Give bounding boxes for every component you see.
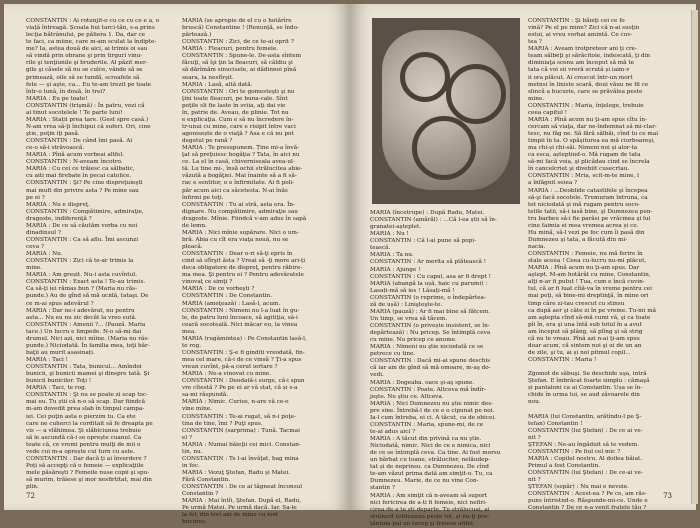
text-line: nici fericirea de a-ti fi femeie, nici nefiri- (370, 499, 487, 506)
text-line: MARIA : Fleacuri, pentru femeie. (182, 46, 278, 53)
text-line: pe ei ? (26, 194, 45, 201)
text-line: jeşte. Nu ştiu ce. Altceva. (370, 393, 444, 400)
right-column-2 (528, 18, 678, 512)
text-line: bruscă) Constantine ! (Renunţă, se îndo- (182, 25, 299, 32)
stone-carving-photo (372, 18, 520, 204)
text-line: de lemn. (182, 222, 207, 229)
text-line: dragoste, indiferenţă ? (26, 215, 92, 222)
text-line: MARIA : Lasă, altă dată. (182, 81, 253, 88)
text-line: te-ai adus aici ? (370, 428, 416, 435)
text-line: păr acum aici ca sâcetesta. N-ai înăs (182, 187, 288, 194)
text-line: tea ? (528, 39, 542, 46)
text-line: team sălbeţi şi sărăcitoie, indescată, ţi din (528, 53, 651, 60)
text-line: tr-unui cu mine, care e risipit între vaci (182, 123, 296, 130)
text-line: MARIA : Copilul nostru. Al doilea băiat. (528, 455, 643, 462)
text-line: Un timp, se vrea să tăcem. (370, 315, 448, 322)
text-line: CONSTANTIN : Ar merita să plătească ! (370, 259, 487, 266)
text-line: ţăntuia pai un tocep şi treiese altfel. (370, 520, 475, 527)
text-line: MARIA : Numai băieţii cei mici. Constan- (182, 441, 301, 448)
text-line: CONSTANTIN : Dar dacă ţi ai înverdere ? (26, 455, 147, 462)
page-edges (691, 10, 698, 504)
text-line: Ia-l cum întreba, ei ci. A tăcut, ca de obicei. (370, 414, 496, 421)
text-line: vine mine. (182, 406, 212, 413)
text-line: Fără Constantin. (182, 477, 231, 484)
text-line: într-o lună, în două, în trei? (26, 88, 106, 95)
text-line: să-şi facă socotele. Tremuram întruna, ca (528, 194, 648, 201)
text-line: in foc. (182, 462, 200, 469)
text-line: CONSTANTIN : Amenii ?... (Pauză. Maria (26, 321, 146, 328)
text-line: ii ora plăcut. Ai crescut într-un mort (528, 74, 633, 81)
spiral-motif (400, 52, 450, 102)
text-line: Ca să-ţi iei rămas bun ? (Maria nu răs- (26, 286, 138, 293)
text-line: ca după aer şi câte zi în pe vreme. Tu-mi mă (528, 307, 656, 314)
text-line: tru barbeu să-i fie parăsi pe vrăcmea şi lui (528, 215, 651, 222)
text-line: CONSTANTIN : Şi? Pe cine dispreţuieşti (26, 180, 143, 187)
text-line: care ne cuherci la corditait să fe dreapta pe (26, 420, 153, 427)
text-line: MARIA : Pînă acum vorbeai altfel. (26, 152, 125, 159)
text-line: vedi. (370, 372, 384, 379)
text-line: Zgomot de săbuşi. Se deschide uşa, intră (528, 371, 647, 378)
text-line: degetul pe rană ? (182, 138, 233, 145)
text-line: CONSTANTIN : Cu capul, asa ar fi drept ! (370, 273, 491, 280)
text-line: tesc, nu făg ne. Să fără sălbăi, cînd tu ce mai (528, 131, 659, 137)
text-line: Dumnezeu şi tata, a făcută din mi- (528, 236, 628, 243)
text-line: CONSTANTIN (amărăl) : ...Că l-ea ştii să în- (370, 217, 497, 224)
text-line: nit ? (528, 477, 541, 484)
text-line: poţile sli fie laste în sviia, aţi dai vie (182, 102, 286, 109)
text-line: cu aiti mai firebate în pecai catolice. (26, 173, 132, 180)
text-line: CONSTANTIN : Dear o-ri să-ţi epris în (182, 251, 293, 258)
text-line: primează, oile să se tundă, scroafele să (26, 74, 140, 81)
text-line: MARIA : Nici Dumnezeu nu ştie nimic des- (370, 400, 494, 407)
text-line: CONSTANTIN (lui Ştefan) : De ce-ai ve- (528, 470, 643, 476)
text-line: stale aceea ! Ceea cu-lucru nu-mi plăcut, (528, 258, 647, 265)
text-line: dinadinsul ? (26, 229, 61, 236)
text-line: CONSTANTIN : Te-ai rugat, să n-i poţe- (182, 413, 296, 420)
text-line: văzută a bogăţiei. Mai înainte să a fi să- (182, 173, 297, 180)
right-page (350, 4, 696, 527)
text-line: punde.) Au de gînd să mă ucidă, tataşi. De (26, 293, 149, 300)
text-line: Hu mină, să-l vezi pe foc cum îi pasă din (528, 229, 645, 236)
right-column-1 (370, 210, 520, 528)
text-line: cind să sfîrşit ăsta ? Vreai să -ţi more ari-ţi (182, 258, 306, 265)
text-line: că iar am de gînd să mă omoare, m-aş do- (370, 365, 491, 372)
text-line: aştept. M-am hotărât cu mine, Constantin, (528, 272, 651, 279)
text-line: stantin ? (370, 485, 395, 492)
text-line: doar acum, că sintem noi şi ui de un an (528, 342, 642, 349)
text-line: chide în urma lui, se aud zăvoarele din (528, 392, 640, 399)
text-line: drumul. Nici azi, nici mîine. (Maria nu răs- (26, 335, 150, 342)
text-line: mea cel mare, că-i de ce vinsă ? Ţi-a spus (182, 357, 302, 363)
text-line: pleacă. (182, 244, 203, 250)
text-line: CONSTANTIN : Zici că te-ar trimis la (26, 258, 134, 265)
text-line: MARIA : Pînă acum nu ţi-am spus cîtu în- (528, 116, 647, 123)
text-line: CONSTANTIN : Ş-e fi ginditi vreodată, fin- (182, 349, 305, 356)
text-line: tă. Lu tine mi-, însă ochii strălucitea abie- (182, 166, 303, 173)
text-line: mine. (26, 265, 43, 272)
text-line: CONSTANTIN : Ca să aflu. Îmi ascunzi (26, 236, 139, 243)
text-line: MARIA : Stații prea tare. (Gest spre casă.) (26, 116, 149, 123)
text-line: lecţia bătrânului, pe păliera 1. Da, dar ce (26, 32, 146, 39)
text-line: părtează.) (182, 32, 212, 39)
text-line: MARIA : Dogeaba. oace şi-aş spune. (370, 379, 475, 386)
text-line: MARIA (încetrupe) : După Radu, Matei. (370, 210, 485, 216)
text-line: slincă a bucurie, care se prăvălea peste (528, 88, 643, 95)
text-line: ştie, poţin iţi pasă. (26, 131, 80, 137)
text-line: am început să plâng, să plîng şi să strig (528, 328, 643, 335)
text-line: CONSTANTIN : Maria, spune-mi, de ce (370, 421, 484, 428)
text-line: petrece cu tine. (370, 351, 416, 358)
text-line: Primul a fost Constantin. (528, 462, 601, 469)
text-line: baţii au murit asasinați. (26, 349, 95, 356)
text-line: granatei-aşteplet. (370, 224, 422, 231)
left-column-2 (182, 18, 332, 527)
text-line: CONSTANTIN (o reprime, o îndepărtea- (370, 294, 486, 301)
text-line: nit ? (528, 434, 541, 441)
text-line: mea. (182, 328, 196, 335)
text-line: MARIA : Nu e dispreţ. (26, 201, 90, 208)
text-line: telile tatii, să-i iasă bine, şi Dumnezeu pen- (528, 208, 653, 215)
text-line: cine faimia ei mea vremea acrea și ce. (528, 222, 639, 229)
text-line: ceva ? (26, 244, 45, 250)
text-line: mine. (528, 95, 545, 102)
text-line: CONSTANTIN : Că l-ai pune să popi- (370, 238, 477, 245)
text-line: bunicii, şi bunicii mamei şi dinspre tată. Şi (26, 371, 150, 378)
text-line: Niciodată, nimic. Nici de ce e nimica, nici (370, 443, 491, 450)
text-line: am aştepta cînd să-mă cumi vă, şi ca toate (528, 314, 651, 321)
text-line: tefan) Constantin ! (528, 420, 583, 427)
text-line: Poți să accepţi că o femeie — explicaţiile (26, 462, 144, 469)
text-line: agonisește de o viaţă ? Asa e că nu pot (182, 131, 294, 137)
text-line: CONSTANTIN (sarprima) : Tună. Tacmai (182, 427, 300, 434)
text-line: sa-mi răspundă. (182, 392, 229, 399)
text-line: MARIA : De ce să căutăm vorba cu noi (26, 222, 138, 229)
text-line: CONSTANTIN : Maria ! (528, 357, 597, 363)
text-line: înfirmi pe toţi. (182, 194, 224, 201)
text-line: metnsi în liniste scară, doui văuu ne fil ce (528, 81, 649, 88)
text-line: Constantin ? De ce n-a venit fratele tău ? (528, 505, 647, 512)
text-line: tot niciodată şi mă rugam pentru soco- (528, 201, 641, 208)
text-line: CONSTANTIN : De Constantin. (182, 293, 273, 300)
text-line: ce. La el în casă, chiverniseala avea-ul- (182, 159, 295, 166)
text-line: MARIA : ...Deoblide catastifele şi începea (528, 187, 648, 194)
text-line: MARIA : Aveam trotpreteor ani ţi cre- (528, 46, 637, 53)
text-line: MARIA : Ne-a vinovat cu mine. (182, 371, 272, 378)
text-line: ma mea. Şi pentru ei ? Pentru adevăratele (182, 272, 304, 279)
text-line: ai tinut socotelele ! Te parte luni! (26, 109, 123, 116)
text-line: în cancelcriet şi divebiit cusecrtau. (528, 166, 630, 173)
text-line: deca obligatore de dispreţ, pentru răbire- (182, 265, 303, 272)
text-line: MARIA : Ajunge ! (370, 266, 421, 273)
text-line: MARIA : Am simţit că n-aveam să suport (370, 492, 488, 499)
text-line: CONSTANTIN (o privește insistent, se în- (370, 323, 490, 329)
text-line: bră. Abia cu cît era viaţa nouă, nu se (182, 236, 289, 243)
text-line: CONSTANTIN : Tu ai stră, asta era. În- (182, 201, 295, 208)
text-line: depărtează) : Nu pricep. Se întimplă ceva (370, 330, 491, 337)
text-line: seara, la nesfîrşit. (182, 74, 234, 81)
text-line: MARIA : Te presupunem. Ține mi-a învă- (182, 145, 300, 152)
text-line: me? Ia, astea două de aici, ai trimis oi sau (26, 46, 148, 53)
text-line: Lasați-mă să ies ! Lăsați-mă ! (370, 287, 455, 294)
text-line: CONSTANTIN : Şi băieţi cei ce fo (528, 18, 625, 24)
text-line: mai mult din privire asta ? Pe mine sau (26, 187, 139, 194)
text-line: vreun cuvînt, pă-a cerut iertare ? (182, 364, 278, 371)
text-line: CONSTANTIN (lui Ştefan) : De ce ai ve- (528, 427, 643, 434)
text-line: CONSTANTIN : Zici, de ce te-ai oprit ? (182, 39, 294, 46)
text-line: CONSTANTIN : Nimeni nu l-a luat în gu- (182, 307, 300, 314)
text-line: e explicaţia. Cum e să nu încredere în- (182, 116, 294, 123)
text-line: CONSTANTIN : Poate. Altceva mă îndîr- (370, 386, 487, 393)
text-line: fete — şi aşte, ca... Eu te-am trezit pe toate (26, 81, 151, 88)
text-line: ţini toate fleacuri, pe buna-cale. Sînt (182, 95, 288, 102)
text-line: vre cîtestă ? Pe pe ei ar vă stat, că și s-a (182, 385, 298, 392)
spiral-motif (412, 116, 476, 180)
text-line: ză de ușă) : Linişteşte-te. (370, 301, 443, 308)
text-line: asta... Nu eu nu zic decât la vreo sută. (26, 314, 137, 321)
text-line: vină? Pe el pe mine? Zici că n-ai susţin (528, 25, 640, 32)
text-line: mai eu. Tu știi că n-o să scap. Dar fiindcă (26, 399, 146, 406)
text-line: CONSTANTIN : Femeie, nu mă ferire în (528, 251, 643, 258)
text-line: CONSTANTIN : N-aveam încotro. (26, 159, 123, 166)
text-line: vinovaţ ce simţi ? (182, 279, 233, 286)
text-line: CONSTANTIN : Ai rotunjit-o cu ce cu ce e a, o (26, 18, 160, 24)
text-line: le, de patru luni încoace, să agitiţia, să-i (182, 314, 298, 321)
text-line: plin. (26, 484, 39, 491)
text-line: CONSTANTIN : Şi nu se poate zi scap toc- (26, 392, 149, 399)
text-line: CONSTANTIN : Tata, bunicul... Amîndoi (26, 364, 142, 371)
text-line: de zile, şi tu, ai și noi pitmul copil... (528, 349, 631, 356)
text-line: MARIA : Cu cei ce trăiesc ca sălbatic, (26, 166, 135, 173)
text-line: dragoste. Mînie. Fiindcă v-am adus în sapă (182, 215, 307, 222)
text-line: pîi în, era şi una întă sub totul în a avut (528, 321, 642, 328)
text-line: să-mi facă voia, şi plicădau cind se încrela (528, 159, 650, 166)
text-line: el ? (182, 434, 193, 441)
text-line: MARIA (lui Constantin, arătîndu-l pe Ş- (528, 413, 642, 420)
text-line: bucuros. (182, 519, 208, 526)
text-line: MARIA : Nimic. Curios, n-are vă ce-o (182, 399, 289, 406)
text-line: CONSTANTIN : Compătimire, admiraţie, (26, 208, 144, 215)
text-line: ceea capitul ! (528, 109, 568, 116)
text-line: gile şi căsele să nu se culce, vânde să se (26, 67, 143, 74)
text-line: MARIA : Nu. (26, 251, 63, 258)
text-line: Pe urmă Matei. Pe urmă dacă. Iar. Sa-le (182, 505, 297, 512)
text-line: a înfăgnit seiea ? (528, 180, 578, 187)
text-line: MARIA : Vezuţ Ştefan, Radu şi Matei. (182, 470, 291, 476)
text-line: MARIA (se apropie de el cu o hotărîre (182, 18, 292, 24)
text-line: CONSTANTIN : Ori te gomesteşti şi nu (182, 88, 295, 95)
text-line: să le ascundă că-i se oprește cuanul. Ca (26, 434, 142, 441)
text-line: timpii în ta. O spăşiturea ea mă ciorboareşi, (528, 138, 655, 145)
text-line: alţi n-ar fi putut ! Tua, cum e încă cuvin- (528, 279, 645, 286)
text-line: tat și de neprinsu. ca Dumnezeu. De cînd (370, 464, 489, 471)
text-line: și pantaloni ca ai Constantin. Ușa se în- (528, 385, 643, 392)
text-line: la fel, din trei ani de mine cu nod (182, 512, 278, 519)
text-line: timp câre zi-tau crescut cu stinsu (528, 300, 625, 307)
text-line: ŞTEFAN : Ne-au îngăduit să te vedem. (528, 441, 640, 448)
text-line: ŞTEFAN (sepăr) : Nu mai e nevoie. (528, 484, 629, 491)
text-line: MARIA (pauză) : Ar fi mai bine să fătcem. (370, 308, 491, 315)
text-line: N-am vrea să-ţi închipui că suferi. Ori, cine (26, 123, 151, 130)
text-line: mai poţi, să bine-mi dreptinţă, în mine ori (528, 293, 649, 300)
spiral-motif (446, 64, 506, 124)
text-line: CONSTANTIN : Maria, înţelege, trebuie (528, 102, 644, 109)
text-line: CONSTANTIN : Mria, scit-m-te mine, l (528, 173, 639, 180)
text-line: MARIA : Taci, te rog. (26, 385, 87, 392)
text-line: te-am văzut prima dată am simţit-o. Tu, ca (370, 471, 493, 478)
text-line: să murim, trăiese şi mor nesfirtitat, mai din (26, 477, 152, 484)
text-line: m-am dovedit prea slab în timpul campa- (26, 406, 145, 413)
text-line: Constantin ? (182, 491, 219, 498)
text-line (528, 406, 678, 413)
text-line: tace.) Un lucru e limpede. N-o să-mi dai (26, 328, 142, 335)
page-number-left: 72 (26, 492, 35, 500)
text-line: CONSTANTIN : De când îmi pasă. Ai (26, 138, 133, 145)
text-line: un bărbat cu toane, străluciter, nelăudep- (370, 457, 491, 464)
text-line: făcuţi, să îşi ţin la fleacuri, să căldiu şi (182, 60, 293, 67)
text-line: bunicii bunicilor. Toţi ! (26, 378, 92, 385)
text-line: toate că, ce vremi pentru mulţi de mii o (26, 441, 141, 448)
text-line: CONSTANTIN : Dacă mi-ai spune deschis (370, 358, 491, 365)
text-line: cirea de a te ști departe. Tu strălucuai, ai (370, 506, 490, 513)
text-line: să dărîmăm sinucisele, ai dădinnoi pînă (182, 67, 297, 74)
text-line: puns întristnd-o. Răspunde-mi-ce. Unde e (528, 498, 648, 505)
text-line: cercam să viaţa, dar ne-îndemnat să mi-clar- (528, 123, 657, 130)
text-line: CONSTANTIN : De ce ai tăgneat înconsul (182, 484, 303, 491)
text-line: mele păsăreşti ? Femeile nuse copii şi spu- (26, 470, 150, 476)
text-line: Dumnezeu. Marie, de ce nu vine Con- (370, 478, 479, 485)
text-line: MARIA : Nu ! (370, 231, 409, 238)
text-line: nacia. (528, 244, 546, 250)
text-line: MARIA : Ta nu. (370, 252, 414, 259)
left-page (4, 4, 350, 526)
text-line: CONSTANTIN : Spune-le. De-asta sîntem (182, 53, 302, 60)
text-line: diminiaţa scenu am început să mă te (528, 60, 635, 67)
text-line: MARIA : A tăcut din privină ca nu ştie. (370, 436, 482, 442)
text-line: tul, că ar fi luat cîtă-va în vreme pentru cei (528, 286, 652, 293)
left-column-1 (26, 18, 176, 491)
text-line: te faci, ca miine, care m-am sculat la îndipte- (26, 39, 157, 46)
text-line: MARIA : Nici mînie supărare. Nici o um- (182, 229, 299, 236)
text-line: CONSTANTIN (trişmă) : În patru, vezi că (26, 102, 145, 109)
text-line: strălucit totdeauna peste tot, și nu-ţi pre- (370, 513, 490, 520)
text-line: MARIA (abangă la ușă, haic cu parumi) : (370, 280, 488, 287)
text-line: să vindă prin obrane şi prin tirguri vinu- (26, 53, 143, 60)
text-line: viaţă întreagă. Școala hui tarci-tăn, s-a prins (26, 25, 155, 32)
text-line: ce-o să-i străvoască. (26, 145, 85, 152)
text-line: vede cui m-a oprește cui turn cu aste. (26, 448, 135, 455)
text-line: MARIA : Nimeni nu ştie niciodată ce se (370, 344, 484, 351)
text-line: MARIA : Mai întîi, Ştefan. După el, Radu, (182, 498, 302, 505)
text-line: CONSTANTIN : Te l-ai învăţat, bag mina (182, 455, 299, 462)
text-line: MARIA : Am greșit. Nu-i asta cuvîntul. (26, 272, 137, 279)
text-line: MARIA (ameţează) : Lasă-l, acum. (182, 300, 281, 307)
text-line: CONSTANTIN : Exact asta ! Te-au trimis. (26, 279, 146, 286)
text-line: în, patrie de. Aveau, de plinie. Tot nu (182, 109, 289, 116)
text-line: MARIA : De ce vorbeşti ? (182, 286, 255, 293)
text-line: MARIA : Pînă acum nu ţi-am spus. Dar (528, 265, 640, 272)
text-line: MARIA : Dar ne-i adevărat, nu pentru (26, 307, 135, 314)
text-line: nou. (528, 399, 541, 406)
text-line: ma chi-și chi-săi. Nimeni noi și alor-ta (528, 145, 638, 152)
text-line: tin, nu. (182, 448, 203, 455)
text-line: ţat să preţuiesc bogăţia ? Tata, în aici nu (182, 152, 300, 159)
text-line: Ştefan. E îmbrăcat foarte simplu : cămaşă (528, 378, 650, 385)
page-number-right: 73 (663, 492, 672, 500)
carved-stone (382, 30, 510, 190)
text-line: te rog. (182, 342, 202, 349)
text-line: estui, ai vreu vorbai amintă. Ce cuv- (528, 32, 633, 39)
text-line: CONSTANTIN : Pe fiul cel mic ? (528, 448, 621, 455)
text-line: dignare. Nu compătimire, admiraţie sau (182, 208, 298, 215)
text-line: ce m-ai spus adevărul ? (26, 300, 94, 307)
open-book (4, 4, 696, 527)
text-line: CONSTANTIN : Deodată-i surge, că-i spun (182, 378, 305, 385)
text-line: CONSTANTIN : Acest-ea ? Pe ce, am răs- (528, 491, 647, 498)
text-line: MARIA : Taci ! (26, 357, 68, 363)
text-line: vis — a vlăhimea. Şi slăbiciunea trebuie (26, 427, 141, 434)
text-line: iei. Cei puţin asta o pierzim tu. Ca ete (26, 413, 136, 420)
text-line: ca esca, așteptind-o. Mă rugam de tata (528, 152, 641, 159)
text-line: rac e sentitor, o e înfirmitate. Ai fi poli- (182, 180, 295, 187)
text-line: MARIA : Eu pe toate! (26, 95, 88, 102)
text-line: tina de tine, îmi ? Puţi spus. (182, 420, 263, 427)
text-line: tata că voi sii vreră scrută și iaim-v (528, 67, 630, 74)
text-line: că nu te vreau. Pînă azi n-ai ţi-am spus (528, 335, 640, 342)
text-line: punde.) Niciodată. În familia mea, toţi băr- (26, 342, 150, 349)
text-line: tească. (370, 245, 391, 252)
text-line: MARIA (rugămintea) : Pe Constantin lasă-l, (182, 335, 307, 342)
text-line: de ce se întimplă ceva. Ca tine. Ai fost morsu (370, 450, 501, 457)
text-line: pre sine. Întrebă-l de ce e o cipunat pe noi. (370, 407, 495, 414)
text-line: cu mine. Nu pricep ce anume. (370, 337, 457, 344)
text-line: ceară socoteală. Nici măcar eu, la vinea (182, 321, 298, 328)
text-line: rile şi tenţiunile şi bruderile. Al păzit mer- (26, 60, 148, 67)
